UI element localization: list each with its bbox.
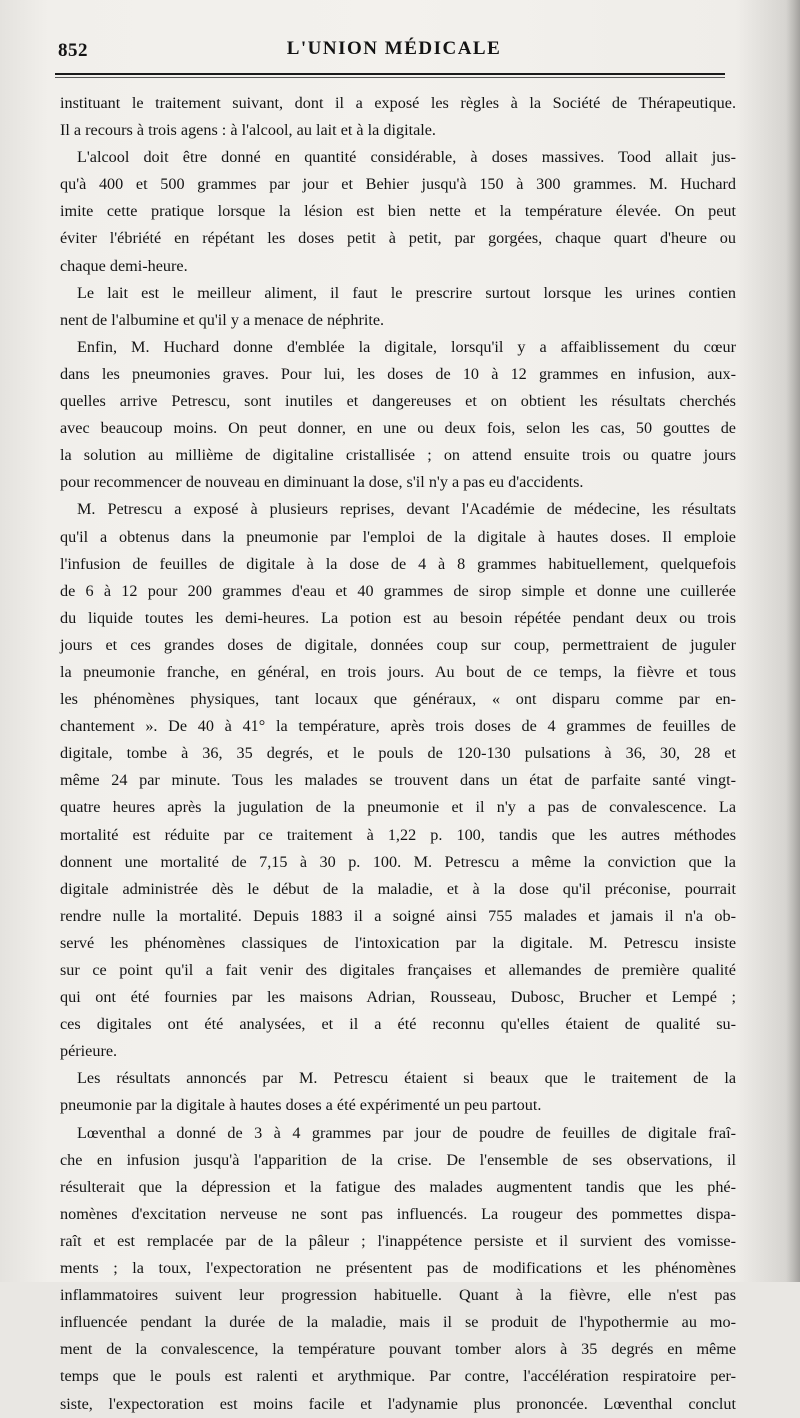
text-line: mortalité est réduite par ce traitement à 1,22 p. 100, tandis que les autres méthodes <box>60 825 736 844</box>
text-line: dans les pneumonies graves. Pour lui, les doses de 10 à 12 grammes en infusion, aux- <box>60 364 736 383</box>
text-line: sur ce point qu'il a fait venir des digitales françaises et allemandes de première qualité <box>60 961 736 979</box>
text-line: chantement ». De 40 à 41° la température, après trois doses de 4 grammes de feuilles de <box>60 717 736 736</box>
text-line: raît et est remplacée par de la pâleur ; l'inappétence persiste et il survient des vomisse- <box>60 1231 736 1250</box>
text-line: la solution au millième de digitaline cristallisée ; on attend ensuite trois ou quatre jours <box>60 446 736 465</box>
text-line: ment de la convalescence, la température pouvant tomber alors à 35 degrés en même <box>60 1340 736 1359</box>
text-line: imite cette pratique lorsque la lésion est bien nette et la température élevée. On peut <box>60 202 736 221</box>
journal-title: L'UNION MÉDICALE <box>286 38 502 59</box>
text-line: quelles arrive Petrescu, sont inutiles et dangereuses et on obtient les résultats cherchés <box>60 392 736 411</box>
body-text <box>60 90 736 1418</box>
text-line: digitale administrée dès le début de la maladie, et à la dose qu'il préconise, pourrait <box>60 879 736 898</box>
page-edge-shadow <box>786 0 800 1282</box>
text-line: quatre heures après la jugulation de la pneumonie et il n'y a pas de convalescence. La <box>60 798 736 817</box>
text-line: même 24 par minute. Tous les malades se trouvent dans un état de parfaite santé vingt- <box>60 771 736 790</box>
text-line: nomènes d'excitation nerveuse ne sont pas influencés. La rougeur des pommettes dispa- <box>60 1204 736 1223</box>
text-line: Il a recours à trois agens : à l'alcool, au lait et à la digitale. <box>60 121 436 140</box>
text-line: jours et ces grandes doses de digitale, données coup sur coup, permettraient de juguler <box>60 635 736 654</box>
text-line: nent de l'albumine et qu'il y a menace de néphrite. <box>60 310 385 329</box>
text-line: la pneumonie franche, en général, en trois jours. Au bout de ce temps, la fièvre et tous <box>60 662 736 681</box>
text-line: rendre nulle la mortalité. Depuis 1883 il a soigné ainsi 755 malades et jamais il n'a ob- <box>60 906 736 925</box>
text-line: Le lait est le meilleur aliment, il faut le prescrire surtout lorsque les urines contien <box>77 283 736 302</box>
header-rule <box>55 73 725 75</box>
text-line: siste, l'expectoration est moins facile et l'adynamie plus prononcée. Lœventhal conclut <box>60 1394 736 1413</box>
text-line: digitale, tombe à 36, 35 degrés, et le pouls de 120-130 pulsations à 36, 30, 28 et <box>60 744 736 763</box>
text-line: les phénomènes physiques, tant locaux que généraux, « ont disparu comme par en- <box>60 690 736 709</box>
text-line: pour recommencer de nouveau en diminuant la dose, s'il n'y a pas eu d'accidents. <box>60 473 584 492</box>
text-line: qu'il a obtenus dans la pneumonie par l'emploi de la digitale à hautes doses. Il emploie <box>60 527 736 546</box>
text-line: qu'à 400 et 500 grammes par jour et Behier jusqu'à 150 à 300 grammes. M. Huchard <box>60 175 736 194</box>
text-line: éviter l'ébriété en répétant les doses petit à petit, par gorgées, chaque quart d'heure ou <box>60 229 736 248</box>
text-line: chaque demi-heure. <box>60 256 188 275</box>
text-line: Enfin, M. Huchard donne d'emblée la digitale, lorsqu'il y a affaiblissement du cœur <box>77 337 736 356</box>
text-line: l'infusion de feuilles de digitale à la dose de 4 à 8 grammes habituellement, quelquefois <box>60 554 736 573</box>
text-line: résulterait que la dépression et la fatigue des malades augmentent tandis que les phé- <box>60 1177 736 1196</box>
text-line: donnent une mortalité de 7,15 à 30 p. 100. M. Petrescu a même la conviction que la <box>60 852 736 871</box>
page-number: 852 <box>58 40 88 61</box>
page-header <box>58 36 730 66</box>
text-line: de 6 à 12 pour 200 grammes d'eau et 40 grammes de sirop simple et donne une cuillerée <box>60 581 736 600</box>
text-line: avec beaucoup moins. On peut donner, en une ou deux fois, selon les cas, 50 gouttes de <box>60 419 736 438</box>
text-line: ments ; la toux, l'expectoration ne présentent pas de modifications et les phénomènes <box>60 1259 736 1278</box>
text-line: pneumonie par la digitale à hautes doses a été expérimenté un peu partout. <box>60 1096 542 1115</box>
text-line: servé les phénomènes classiques de l'intoxication par la digitale. M. Petrescu insiste <box>60 933 736 952</box>
text-line: inflammatoires suivent leur progression habituelle. Quant à la fièvre, elle n'est pas <box>60 1286 736 1305</box>
text-line: Lœventhal a donné de 3 à 4 grammes par jour de poudre de feuilles de digitale fraî- <box>77 1123 736 1142</box>
text-line: che en infusion jusqu'à l'apparition de la crise. De l'ensemble de ses observations, il <box>60 1150 736 1169</box>
text-line: Les résultats annoncés par M. Petrescu étaient si beaux que le traitement de la <box>77 1069 736 1088</box>
text-line: L'alcool doit être donné en quantité considérable, à doses massives. Tood allait jus- <box>77 148 736 167</box>
text-line: temps que le pouls est ralenti et arythmique. Par contre, l'accélération respiratoire per- <box>60 1367 736 1386</box>
text-line: qui ont été fournies par les maisons Adrian, Rousseau, Dubosc, Brucher et Lempé ; <box>60 988 736 1007</box>
text-line: M. Petrescu a exposé à plusieurs reprises, devant l'Académie de médecine, les résultats <box>77 500 736 519</box>
text-line: instituant le traitement suivant, dont il a exposé les règles à la Société de Thérapeutique. <box>60 94 736 112</box>
text-line: influencée pendant la durée de la maladie, mais il se produit de l'hypothermie au mo- <box>60 1313 736 1332</box>
header-rule-thin <box>55 77 725 78</box>
text-line: ces digitales ont été analysées, et il a été reconnu qu'elles étaient de qualité su- <box>60 1015 736 1034</box>
text-line: périeure. <box>60 1042 118 1061</box>
text-line: du liquide toutes les demi-heures. La potion est au besoin répétée pendant deux ou trois <box>60 608 736 627</box>
